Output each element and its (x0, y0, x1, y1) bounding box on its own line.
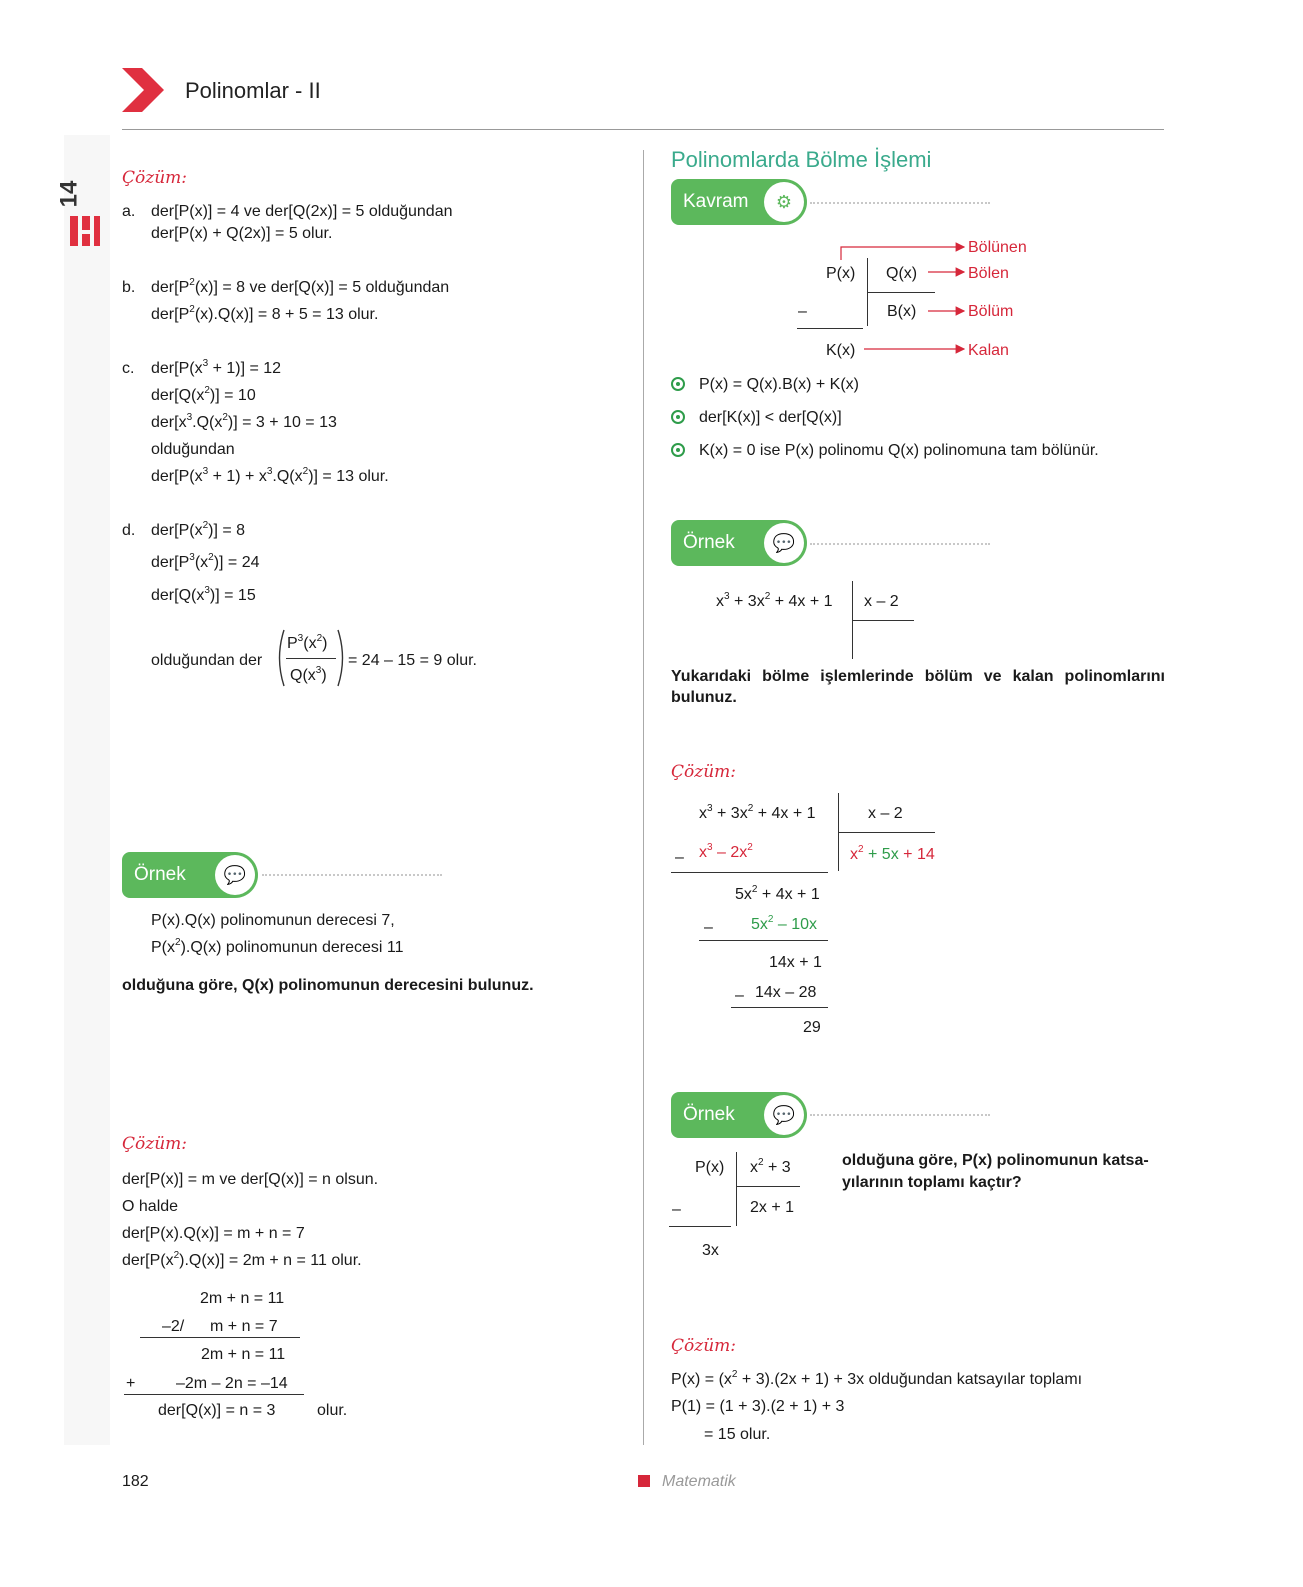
ornek-badge-label: Örnek (683, 1104, 735, 1125)
item-b-line1: $der[P^2(x)] = 8$ ve der[Q(x)] = 5 olduğundan (151, 276, 450, 296)
header-divider (122, 129, 1164, 130)
item-a-label: a. (122, 203, 136, 220)
fraction-bar (286, 658, 336, 659)
cozum2-line3: der[P(x).Q(x)] = m + n = 7 (122, 1225, 305, 1242)
c1-dividend: $x^3 + 3x^2 + 4x + 1$ (699, 802, 816, 822)
badge-dotted-line (810, 543, 990, 545)
kavram-bx: B(x) (887, 303, 917, 320)
subject-label: Matematik (662, 1473, 736, 1490)
o2-sub-line (669, 1226, 731, 1227)
system-eq2: m + n = 7 (210, 1318, 278, 1335)
bullet-icon (671, 443, 685, 457)
cozum2-label: Çözüm: (122, 1134, 187, 1154)
rc2-line2: P(1) = (1 + 3).(2 + 1) + 3 (671, 1398, 845, 1415)
c1-quotient: $x^2 + 5x + 14$ (850, 843, 935, 863)
item-c-line4: olduğundan (151, 441, 235, 458)
label-bolunen: Bölünen (968, 239, 1027, 256)
kavram-kx: K(x) (826, 342, 856, 359)
system-eq4: –2m – 2n = –14 (176, 1375, 288, 1392)
c1-divisor: x – 2 (868, 805, 903, 822)
ornek-left-line2: $P(x^2).Q(x)$ polinomunun derecesi 11 (151, 936, 404, 956)
c1-sub-line-3 (731, 1007, 828, 1008)
c1-row5: 14x – 28 (755, 984, 817, 1001)
ornek-badge-label: Örnek (134, 864, 186, 885)
system-plus: + (126, 1375, 136, 1392)
item-a-line1: der[P(x)] = 4 ve der[Q(2x)] = 5 olduğundan (151, 203, 453, 220)
item-a-line2: der[P(x) + Q(2x)] = 5 olur. (151, 225, 333, 242)
speech-bubble-icon: 💬 (215, 855, 255, 895)
ornek-badge-right-2 (671, 1092, 807, 1138)
o2-div-vert (736, 1152, 737, 1226)
kavram-px: P(x) (826, 265, 856, 282)
rc2-line1: $P(x) = (x^2 + 3).(2x + 1) + 3x$ olduğundan katsayılar toplamı (671, 1368, 1083, 1388)
ornek1-divisor: x – 2 (864, 593, 899, 610)
o2-question-1: olduğuna göre, P(x) polinomunun katsa- (842, 1152, 1149, 1169)
c1-div-horz (838, 832, 935, 833)
o2-question-2: yılarının toplamı kaçtır? (842, 1174, 1022, 1191)
speech-bubble-icon: 💬 (764, 1095, 804, 1135)
label-bolum: Bölüm (968, 303, 1014, 320)
speech-bubble-icon: 💬 (764, 523, 804, 563)
cozum-right-2-label: Çözüm: (671, 1336, 736, 1356)
cozum2-line2: O halde (122, 1198, 179, 1215)
kavram-qx: Q(x) (886, 265, 918, 282)
ornek-left-question: olduğuna göre, Q(x) polinomunun derecesini bulunuz. (122, 977, 534, 994)
item-d-line4-pre: olduğundan der (151, 652, 263, 669)
ornek-left-line1: P(x).Q(x) polinomunun derecesi 7, (151, 912, 395, 929)
c1-minus-2: – (704, 919, 713, 936)
c1-sub-line-2 (699, 940, 828, 941)
item-d-line2: $der[P^3(x^2)] = 24$ (151, 551, 260, 571)
badge-dotted-line (262, 874, 442, 876)
item-d-line3: $der[Q(x^3)] = 15$ (151, 584, 256, 604)
bullet-icon (671, 377, 685, 391)
o2-divisor: $x^2 + 3$ (750, 1156, 791, 1176)
system-eq1: 2m + n = 11 (200, 1290, 285, 1307)
o2-quotient: 2x + 1 (750, 1199, 795, 1216)
item-d-line1: $der[P(x^2)] = 8$ (151, 519, 246, 539)
side-strip (64, 135, 110, 1445)
label-kalan: Kalan (968, 342, 1009, 359)
column-divider (643, 150, 644, 1445)
page-title: Polinomlar - II (185, 78, 321, 103)
item-b-line2: $der[P^2(x).Q(x)] = 8 + 5 = 13$ olur. (151, 303, 379, 323)
o2-div-horz (736, 1186, 800, 1187)
c1-row4: 14x + 1 (769, 954, 822, 971)
item-c-line2: $der[Q(x^2)] = 10$ (151, 384, 256, 404)
paren-right (336, 628, 348, 688)
section-title: Polinomlarda Bölme İşlemi (671, 147, 932, 172)
bullet-icon (671, 410, 685, 424)
cozum-right-1-label: Çözüm: (671, 762, 736, 782)
kavram-arrows (836, 236, 976, 360)
kavram-dotted-line (810, 202, 990, 204)
system-eq3: 2m + n = 11 (201, 1346, 286, 1363)
rule-1: P(x) = Q(x).B(x) + K(x) (699, 376, 859, 393)
c1-sub-line-1 (671, 872, 828, 873)
ornek-badge-right-1 (671, 520, 807, 566)
ornek-badge-left (122, 852, 258, 898)
tools-icon: ⚙ (764, 182, 804, 222)
cozum2-line4: $der[P(x^2).Q(x)] = 2m + n = 11$ olur. (122, 1249, 362, 1269)
item-d-line4-post: = 24 – 15 = 9 olur. (348, 652, 477, 669)
ornek1-div-horz (852, 620, 914, 621)
system-rule2 (124, 1394, 304, 1395)
c1-remainder: 29 (803, 1019, 821, 1036)
item-c-line3: $der[x^3.Q(x^2)] = 3 + 10 = 13$ (151, 411, 337, 431)
fasikul-tab (55, 150, 106, 250)
page-number: 182 (122, 1473, 149, 1490)
o2-px: P(x) (695, 1159, 725, 1176)
item-c-label: c. (122, 360, 135, 377)
o2-minus: – (672, 1201, 681, 1218)
kavram-badge-label: Kavram (683, 191, 749, 212)
c1-minus-1: – (675, 849, 684, 866)
system-multiplier: –2/ (162, 1318, 185, 1335)
fraction-denominator: $Q(x^3)$ (290, 664, 327, 684)
cozum-label: Çözüm: (122, 168, 187, 188)
badge-dotted-line (810, 1114, 990, 1116)
fasikul-number: 14 (55, 180, 83, 208)
cozum2-line1: der[P(x)] = m ve der[Q(x)] = n olsun. (122, 1171, 379, 1188)
item-c-line5: $der[P(x^3 + 1) + x^3.Q(x^2)] = 13$ olur. (151, 465, 389, 485)
system-result-tail: olur. (317, 1402, 348, 1419)
chevron-logo-icon (122, 68, 164, 112)
item-d-label: d. (122, 522, 136, 539)
ornek-badge-label: Örnek (683, 532, 735, 553)
system-result: der[Q(x)] = n = 3 (158, 1402, 276, 1419)
subject-square-icon (638, 1475, 650, 1487)
item-b-label: b. (122, 279, 136, 296)
o2-remainder: 3x (702, 1242, 719, 1259)
paren-left (274, 628, 286, 688)
label-bolen: Bölen (968, 265, 1009, 282)
rc2-line3: = 15 olur. (704, 1426, 771, 1443)
ornek1-dividend: $x^3 + 3x^2 + 4x + 1$ (716, 590, 833, 610)
c1-row2: $5x^2 + 4x + 1$ (735, 883, 820, 903)
kavram-badge (671, 179, 807, 225)
c1-row1: $x^3 - 2x^2$ (699, 841, 753, 861)
kavram-minus: – (798, 303, 807, 320)
c1-row3: $5x^2 - 10x$ (751, 913, 818, 933)
ornek1-question: Yukarıdaki bölme işlemlerinde bölüm ve kalan polinomlarını bulunuz. (671, 668, 1165, 706)
fraction-numerator: $P^3(x^2)$ (287, 632, 328, 652)
system-rule1 (140, 1337, 300, 1338)
c1-minus-3: – (735, 987, 744, 1004)
item-c-line1: $der[P(x^3 + 1)] = 12$ (151, 357, 282, 377)
rule-2: der[K(x)] < der[Q(x)] (699, 409, 842, 426)
rule-3: K(x) = 0 ise P(x) polinomu Q(x) polinomuna tam bölünür. (699, 442, 1099, 459)
